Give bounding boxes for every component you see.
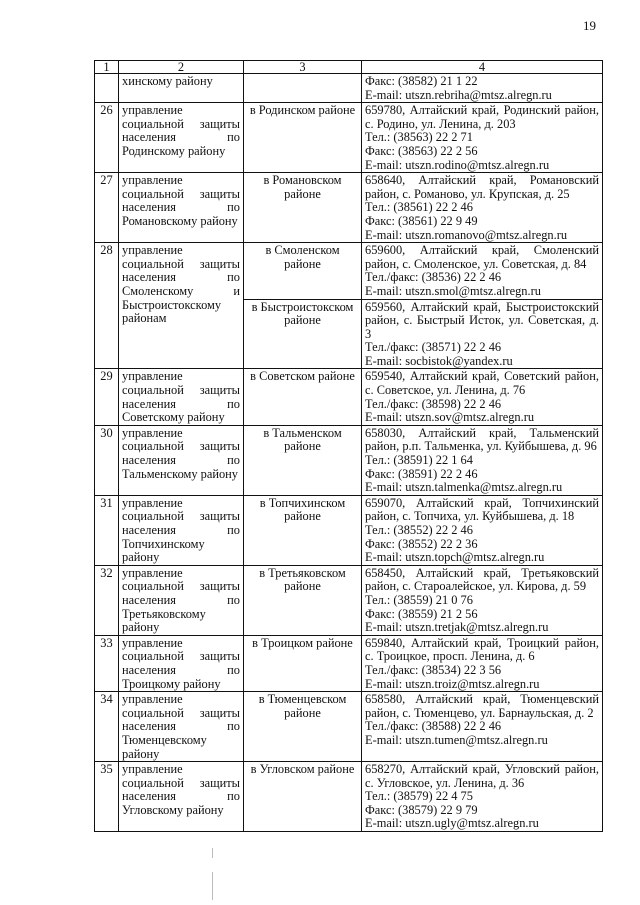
contact-info bbox=[362, 565, 603, 635]
row-number bbox=[95, 74, 119, 103]
department-name: управление социальной защиты населения по Троицкому району bbox=[119, 635, 244, 691]
row-number: 29 bbox=[95, 369, 119, 425]
row-number: 34 bbox=[95, 692, 119, 762]
table-row bbox=[95, 692, 603, 762]
contact-info bbox=[362, 635, 603, 691]
phone-line: Тел./факс: (38571) 22 2 46 bbox=[365, 340, 502, 355]
scan-artifact-line bbox=[212, 848, 213, 858]
row-number: 33 bbox=[95, 635, 119, 691]
department-name: управление социальной защиты населения по Родинскому району bbox=[119, 103, 244, 173]
department-name: управление социальной защиты населения по Топчихинскому району bbox=[119, 495, 244, 565]
email-line: E-mail: utszn.rodino@mtsz.alregn.ru bbox=[365, 157, 550, 172]
fax-line: Факс: (38579) 22 9 79 bbox=[365, 802, 478, 817]
header-col-4: 4 bbox=[362, 61, 603, 74]
email-line: E-mail: utszn.sov@mtsz.alregn.ru bbox=[365, 410, 535, 425]
contact-info bbox=[362, 299, 603, 369]
address-line: 658580, Алтайский край, Тюменцевский район, с. Тюменцево, ул. Барнаульская, д. 2 bbox=[365, 692, 599, 720]
service-area: в Романовском районе bbox=[244, 173, 362, 243]
table-row bbox=[95, 173, 603, 243]
contact-info bbox=[362, 762, 603, 832]
fax-line: Факс: (38559) 21 2 56 bbox=[365, 606, 478, 621]
table-row bbox=[95, 103, 603, 173]
address-line: 659540, Алтайский край, Советский район, с. Советское, ул. Ленина, д. 76 bbox=[365, 369, 599, 398]
email-line: E-mail: utszn.romanovo@mtsz.alregn.ru bbox=[365, 227, 568, 242]
contact-info bbox=[362, 495, 603, 565]
service-area: в Третьяковском районе bbox=[244, 565, 362, 635]
table-row bbox=[95, 425, 603, 495]
fax-line: Факс: (38563) 22 2 56 bbox=[365, 143, 478, 158]
email-line: E-mail: utszn.talmenka@mtsz.alregn.ru bbox=[365, 480, 563, 495]
row-number: 27 bbox=[95, 173, 119, 243]
contact-info bbox=[362, 425, 603, 495]
table-row bbox=[95, 495, 603, 565]
phone-line: Тел.: (38579) 22 4 75 bbox=[365, 789, 473, 804]
header-row bbox=[95, 61, 603, 74]
row-number: 31 bbox=[95, 495, 119, 565]
email-line: E-mail: utszn.smol@mtsz.alregn.ru bbox=[365, 283, 541, 298]
service-area: в Родинском районе bbox=[244, 103, 362, 173]
page-number: 19 bbox=[583, 18, 596, 33]
scan-artifact-line bbox=[212, 872, 213, 900]
contact-info bbox=[362, 243, 603, 299]
phone-line: Тел.: (38559) 21 0 76 bbox=[365, 592, 473, 607]
row-number: 32 bbox=[95, 565, 119, 635]
department-name: управление социальной защиты населения по Советскому району bbox=[119, 369, 244, 425]
service-area: в Топчихинском районе bbox=[244, 495, 362, 565]
row-number: 30 bbox=[95, 425, 119, 495]
phone-line: Тел.: (38591) 22 1 64 bbox=[365, 453, 473, 468]
fax-line: Факс: (38552) 22 2 36 bbox=[365, 536, 478, 551]
address-line: 659780, Алтайский край, Родинский район, с. Родино, ул. Ленина, д. 203 bbox=[365, 103, 599, 131]
service-area: в Троицком районе bbox=[244, 635, 362, 691]
department-name: управление социальной защиты населения по Тальменскому району bbox=[119, 425, 244, 495]
table-row bbox=[95, 635, 603, 691]
service-area bbox=[244, 74, 362, 103]
phone-line: Тел.: (38552) 22 2 46 bbox=[365, 523, 473, 537]
fax-line: Факс: (38561) 22 9 49 bbox=[365, 213, 478, 228]
email-line: E-mail: socbistok@yandex.ru bbox=[365, 353, 513, 368]
contact-info bbox=[362, 692, 603, 762]
department-name: управление социальной защиты населения по Третьяковскому району bbox=[119, 565, 244, 635]
department-name: управление социальной защиты населения по Тюменцевскому району bbox=[119, 692, 244, 762]
address-line: 658270, Алтайский край, Угловский район, с. Угловское, ул. Ленина, д. 36 bbox=[365, 762, 599, 790]
department-name: управление социальной защиты населения по Угловскому району bbox=[119, 762, 244, 832]
address-line: 659600, Алтайский край, Смоленский район, с. Смоленское, ул. Советская, д. 84 bbox=[365, 243, 599, 271]
table-row bbox=[95, 762, 603, 832]
address-line: 658640, Алтайский край, Романовский район, с. Романово, ул. Крупская, д. 25 bbox=[365, 173, 599, 201]
department-name: управление социальной защиты населения по Романовскому району bbox=[119, 173, 244, 243]
phone-line: Тел./факс: (38598) 22 2 46 bbox=[365, 396, 502, 411]
contact-info bbox=[362, 74, 603, 103]
header-col-1: 1 bbox=[95, 61, 119, 74]
header-col-3: 3 bbox=[244, 61, 362, 74]
table-row bbox=[95, 565, 603, 635]
address-line: 658450, Алтайский край, Третьяковский район, с. Староалейское, ул. Кирова, д. 59 bbox=[365, 565, 599, 594]
service-area: в Быстроистокском районе bbox=[244, 299, 362, 369]
email-line: E-mail: utszn.troiz@mtsz.alregn.ru bbox=[365, 676, 540, 691]
service-area: в Смоленском районе bbox=[244, 243, 362, 299]
phone-line: Тел./факс: (38536) 22 2 46 bbox=[365, 270, 502, 285]
address-line: 659840, Алтайский край, Троицкий район, с. Троицкое, просп. Ленина, д. 6 bbox=[365, 635, 599, 664]
row-number: 28 bbox=[95, 243, 119, 369]
address-line: 658030, Алтайский край, Тальменский район, р.п. Тальменка, ул. Куйбышева, д. 96 bbox=[365, 425, 599, 454]
contact-info bbox=[362, 173, 603, 243]
phone-line: Тел.: (38561) 22 2 46 bbox=[365, 200, 473, 215]
phone-line: Тел.: (38563) 22 2 71 bbox=[365, 130, 473, 145]
row-number: 26 bbox=[95, 103, 119, 173]
table-row bbox=[95, 243, 603, 299]
service-area: в Тюменцевском районе bbox=[244, 692, 362, 762]
row-number: 35 bbox=[95, 762, 119, 832]
service-area: в Тальменском районе bbox=[244, 425, 362, 495]
agencies-table bbox=[94, 60, 603, 832]
email-line: E-mail: utszn.ugly@mtsz.alregn.ru bbox=[365, 816, 539, 831]
address-line: 659070, Алтайский край, Топчихинский район, с. Топчиха, ул. Куйбышева, д. 18 bbox=[365, 495, 599, 524]
department-name: хинскому району bbox=[119, 74, 244, 103]
table-row bbox=[95, 74, 603, 103]
email-line: E-mail: utszn.tretjak@mtsz.alregn.ru bbox=[365, 620, 549, 635]
email-line: E-mail: utszn.topch@mtsz.alregn.ru bbox=[365, 550, 545, 565]
service-area: в Угловском районе bbox=[244, 762, 362, 832]
phone-line: Тел./факс: (38534) 22 3 56 bbox=[365, 662, 502, 677]
contact-line: Факс: (38582) 21 1 22 bbox=[365, 74, 478, 88]
email-line: E-mail: utszn.rebriha@mtsz.alregn.ru bbox=[365, 87, 552, 102]
table-row bbox=[95, 369, 603, 425]
phone-line: Тел./факс: (38588) 22 2 46 bbox=[365, 719, 502, 734]
email-line: E-mail: utszn.tumen@mtsz.alregn.ru bbox=[365, 732, 548, 747]
contact-info bbox=[362, 103, 603, 173]
fax-line: Факс: (38591) 22 2 46 bbox=[365, 466, 478, 481]
contact-info bbox=[362, 369, 603, 425]
service-area: в Советском районе bbox=[244, 369, 362, 425]
department-name: управление социальной защиты населения по Смоленскому и Быстроистокскому районам bbox=[119, 243, 244, 369]
header-col-2: 2 bbox=[119, 61, 244, 74]
address-line: 659560, Алтайский край, Быстроистокский район, с. Быстрый Исток, ул. Советская, д. 3 bbox=[365, 299, 599, 341]
